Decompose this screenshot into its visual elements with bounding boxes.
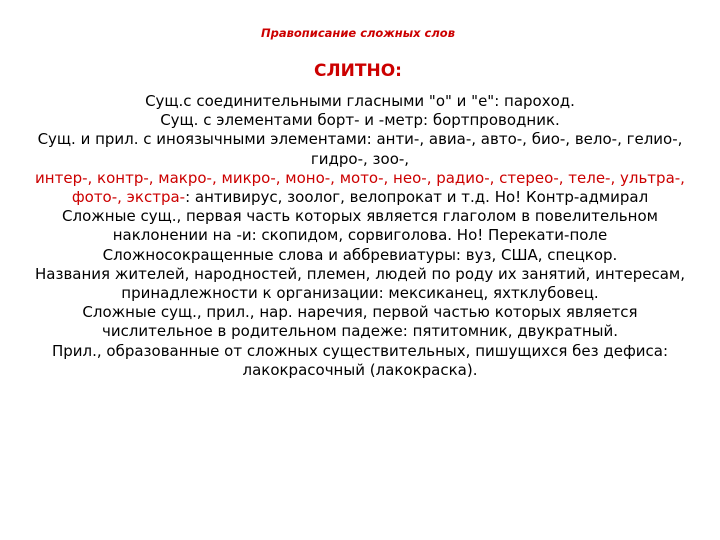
rule-line-3: Сущ. и прил. с иноязычными элементами: анти-, авиа-, авто-, био-, вело-, гелио-, гидро-, зоо-,	[37, 130, 683, 168]
rule-line-7: Названия жителей, народностей, племен, людей по роду их занятий, интересам, принадлежности к организации: мексиканец, яхтклубовец.	[35, 264, 685, 303]
rule-line-6: Сложносокращенные слова и аббревиатуры: вуз, США, спецкор.	[102, 245, 618, 264]
foreign-prefixes-list: интер-, контр-, макро-, микро-, моно-, мото-, нео-, радио-, стерео-, теле-, ультра-, фото-, экстра-	[35, 168, 685, 207]
rule-line-4	[28, 169, 692, 207]
section-heading: СЛИТНО:	[314, 61, 402, 81]
rule-line-1: Сущ.с соединительными гласными "о" и "е": пароход.	[145, 92, 575, 110]
rule-line-8: Сложные сущ., прил., нар. наречия, первой частью которых является числительное в родительном падеже: пятитомник, двукратный.	[82, 303, 638, 341]
rule-line-9: Прил., образованные от сложных существительных, пишущихся без дефиса: лакокрасочный (лакокраска).	[51, 341, 669, 379]
rule-line-2: Сущ. с элементами борт- и -метр: бортпроводник.	[160, 111, 560, 130]
foreign-prefixes-examples: : антивирус, зоолог, велопрокат и т.д. Но! Контр-адмирал	[185, 188, 649, 207]
slide-title: Правописание сложных слов	[261, 26, 455, 40]
rules-text	[28, 92, 692, 380]
rule-line-5: Сложные сущ., первая часть которых является глаголом в повелительном наклонении на -и: скопидом, сорвиголова. Но! Перекати-поле	[62, 207, 658, 245]
